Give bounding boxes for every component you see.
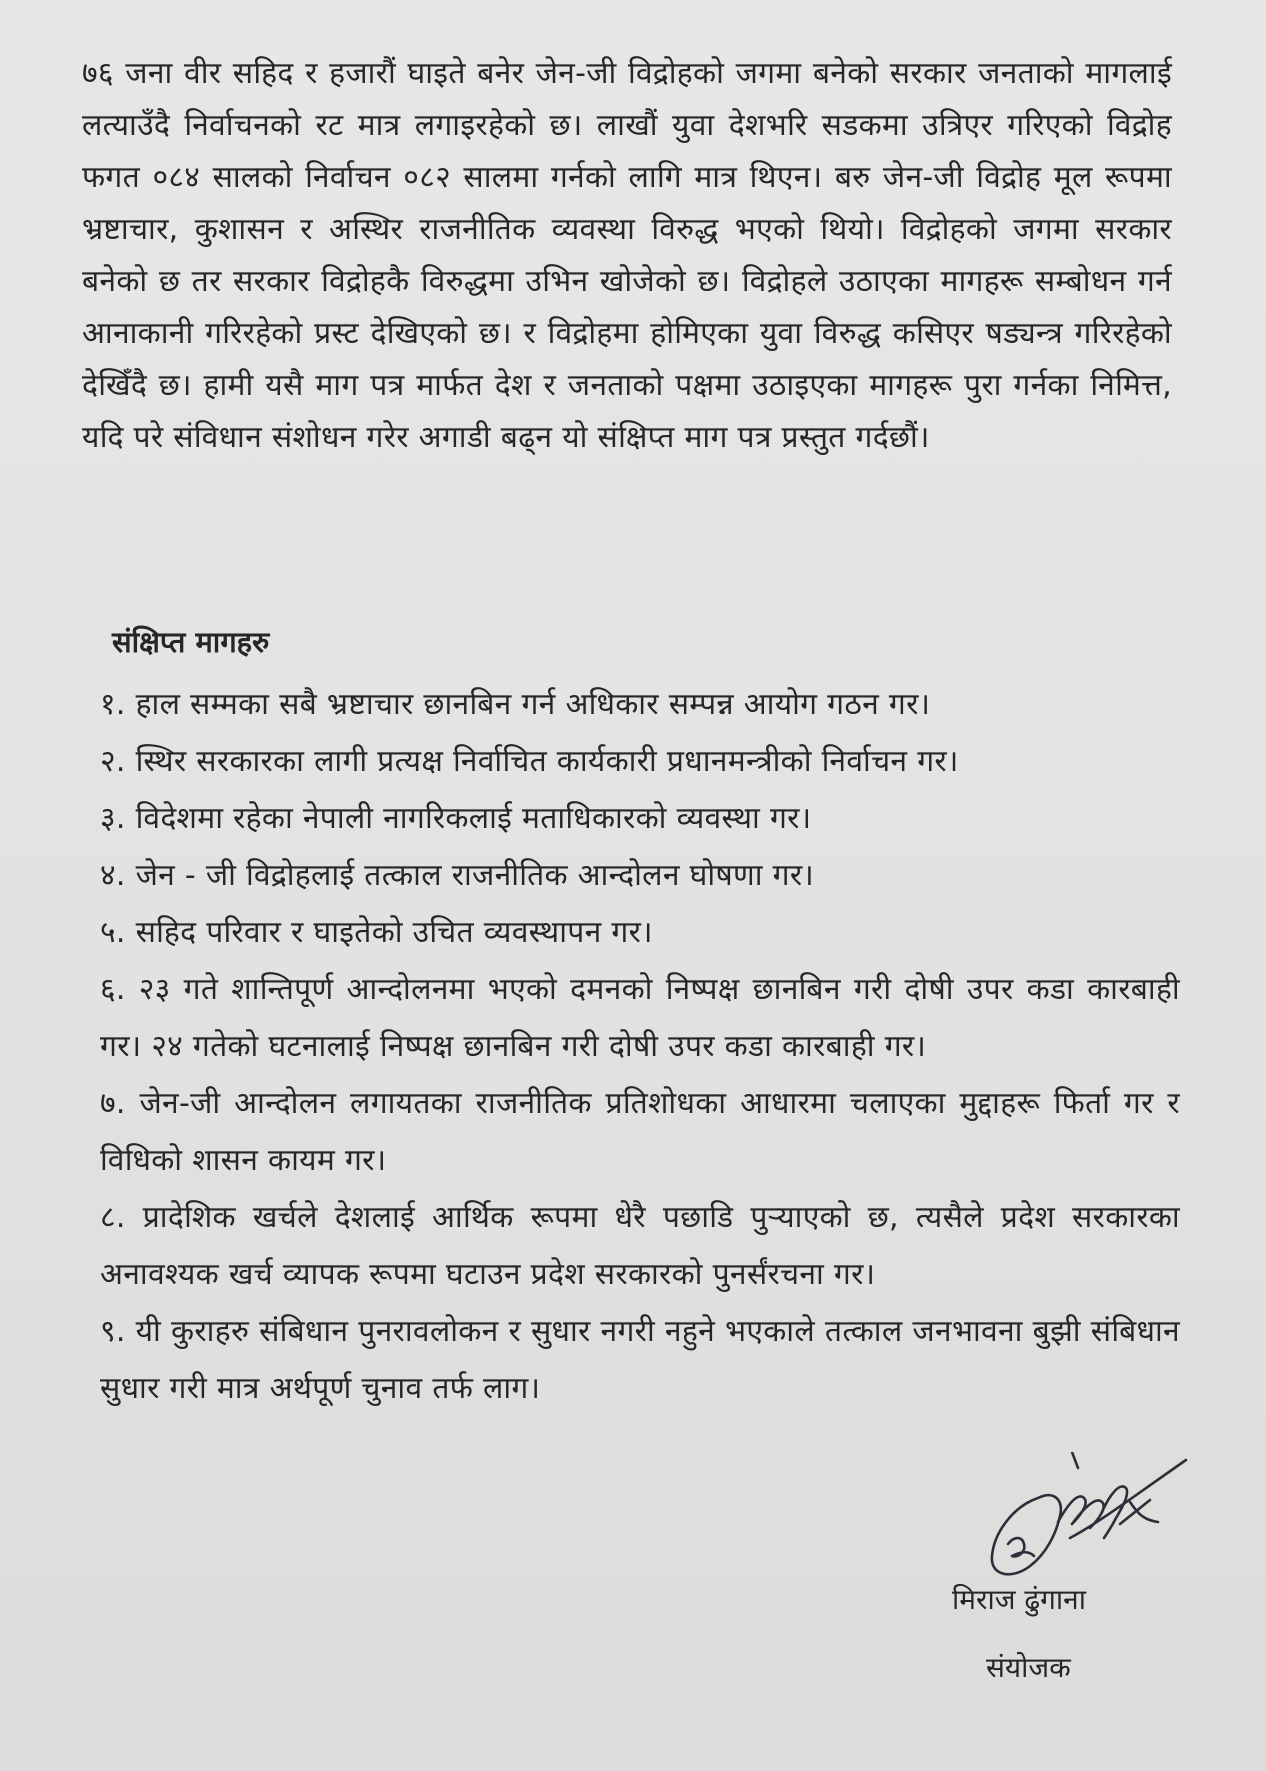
signer-title: संयोजक [986,1651,1071,1684]
demand-item-2: २. स्थिर सरकारका लागी प्रत्यक्ष निर्वाचित कार्यकारी प्रधानमन्त्रीको निर्वाचन गर। [100,744,959,779]
demand-item-3: ३. विदेशमा रहेका नेपाली नागरिकलाई मताधिकारको व्यवस्था गर। [100,801,812,836]
demand-item-4: ४. जेन - जी विद्रोहलाई तत्काल राजनीतिक आन्दोलन घोषणा गर। [100,858,815,893]
handwritten-signature-icon [980,1452,1190,1587]
demands-heading: संक्षिप्त मागहरु [112,625,270,659]
demand-item-8: ८. प्रादेशिक खर्चले देशलाई आर्थिक रूपमा धेरै पछाडि पुर्‍याएको छ, त्यसैले प्रदेश सरकारका अनावश्यक खर्च व्यापक रूपमा घटाउन प्रदेश सरकारको पुनर्संरचना गर। [100,1200,1180,1292]
demand-item-7: ७. जेन-जी आन्दोलन लगायतका राजनीतिक प्रतिशोधका आधारमा चलाएका मुद्दाहरू फिर्ता गर र विधिको शासन कायम गर। [100,1086,1180,1178]
demands-list [100,676,1180,1417]
demand-item-1: १. हाल सम्मका सबै भ्रष्टाचार छानबिन गर्न अधिकार सम्पन्न आयोग गठन गर। [100,687,931,722]
demand-item-5: ५. सहिद परिवार र घाइतेको उचित व्यवस्थापन गर। [100,915,653,950]
demand-item-9: ९. यी कुराहरु संबिधान पुनरावलोकन र सुधार नगरी नहुने भएकाले तत्काल जनभावना बुझी संबिधान सुधार गरी मात्र अर्थपूर्ण चुनाव तर्फ लाग। [100,1314,1180,1406]
signer-name: मिराज ढुंगाना [952,1583,1086,1616]
intro-paragraph: ७६ जना वीर सहिद र हजारौं घाइते बनेर जेन-जी विद्रोहको जगमा बनेको सरकार जनताको मागलाई लत्याउँदै निर्वाचनको रट मात्र लगाइरहेको छ। लाखौं युवा देशभरि सडकमा उत्रिएर गरिएको विद्रोह फगत ०८४ सालको निर्वाचन ०८२ सालमा गर्नको लागि मात्र थिएन। बरु जेन-जी विद्रोह मूल रूपमा भ्रष्टाचार, कुशासन र अस्थिर राजनीतिक व्यवस्था विरुद्ध भएको थियो। विद्रोहको जगमा सरकार बनेको छ तर सरकार विद्रोहकै विरुद्धमा उभिन खोजेको छ। विद्रोहले उठाएका मागहरू सम्बोधन गर्न आनाकानी गरिरहेको प्रस्ट देखिएको छ। र विद्रोहमा होमिएका युवा विरुद्ध कसिएर षड्यन्त्र गरिरहेको देखिँदै छ। हामी यसै माग पत्र मार्फत देश र जनताको पक्षमा उठाइएका मागहरू पुरा गर्नका निमित्त, यदि परे संविधान संशोधन गरेर अगाडी बढ्न यो संक्षिप्त माग पत्र प्रस्तुत गर्दछौं। [82,56,1172,455]
demand-item-6: ६. २३ गते शान्तिपूर्ण आन्दोलनमा भएको दमनको निष्पक्ष छानबिन गरी दोषी उपर कडा कारबाही गर। २४ गतेको घटनालाई निष्पक्ष छानबिन गरी दोषी उपर कडा कारबाही गर। [100,972,1180,1064]
